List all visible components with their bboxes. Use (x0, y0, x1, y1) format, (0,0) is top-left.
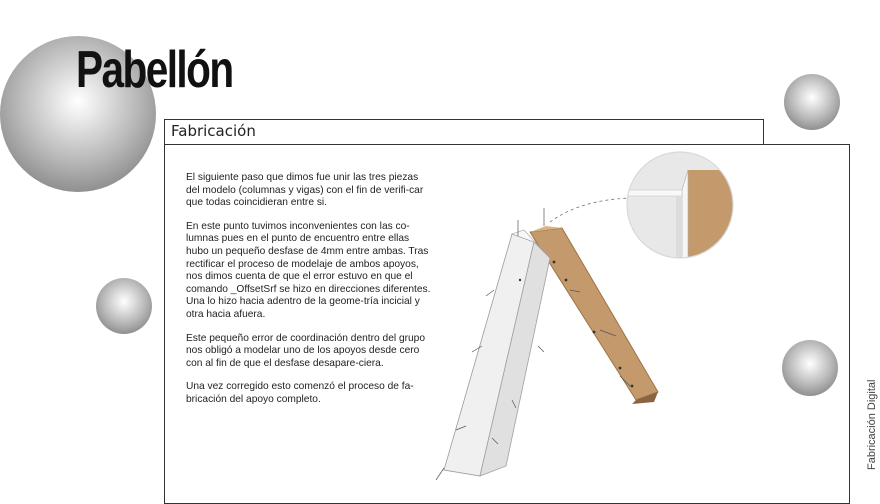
detail-zoom (620, 150, 750, 270)
paragraph: Una vez corregido esto comenzó el proceso de fa-bricación del apoyo completo. (186, 381, 414, 405)
callout-arc (550, 198, 630, 222)
section-header (164, 119, 764, 145)
structure-render (420, 150, 750, 490)
side-label: Fabricación Digital (866, 379, 878, 470)
decorative-sphere-left (96, 278, 152, 334)
body-text (186, 172, 434, 418)
section-title: Fabricación (171, 122, 256, 140)
page-title: Pabellón (76, 41, 233, 99)
paragraph: Este pequeño error de coordinación dentro del grupo nos obligó a modelar uno de los apoyos desde cero con al fin de que el desfase desapare-ciera. (186, 332, 426, 369)
decorative-sphere-top-right (784, 74, 840, 130)
paragraph: En este punto tuvimos inconvenientes con las co-lumnas pues en el punto de encuentro entre ellas hubo un pequeño desfase de 4mm entre ambas. Tras rectificar el proceso de modelaje de ambos apoyos, nos dimos cuenta de que el error estuvo en que el comando _OffsetSrf se hizo en direcciones diferentes. Una lo hizo hacia adentro de la geome-tría incicial y otra hacia afuera. (186, 220, 431, 320)
wood-beam (530, 228, 658, 400)
paragraph: El siguiente paso que dimos fue unir las tres piezas del modelo (columnas y vigas) con el fin de verifi-car que todas coincidieran entre si. (186, 172, 424, 209)
